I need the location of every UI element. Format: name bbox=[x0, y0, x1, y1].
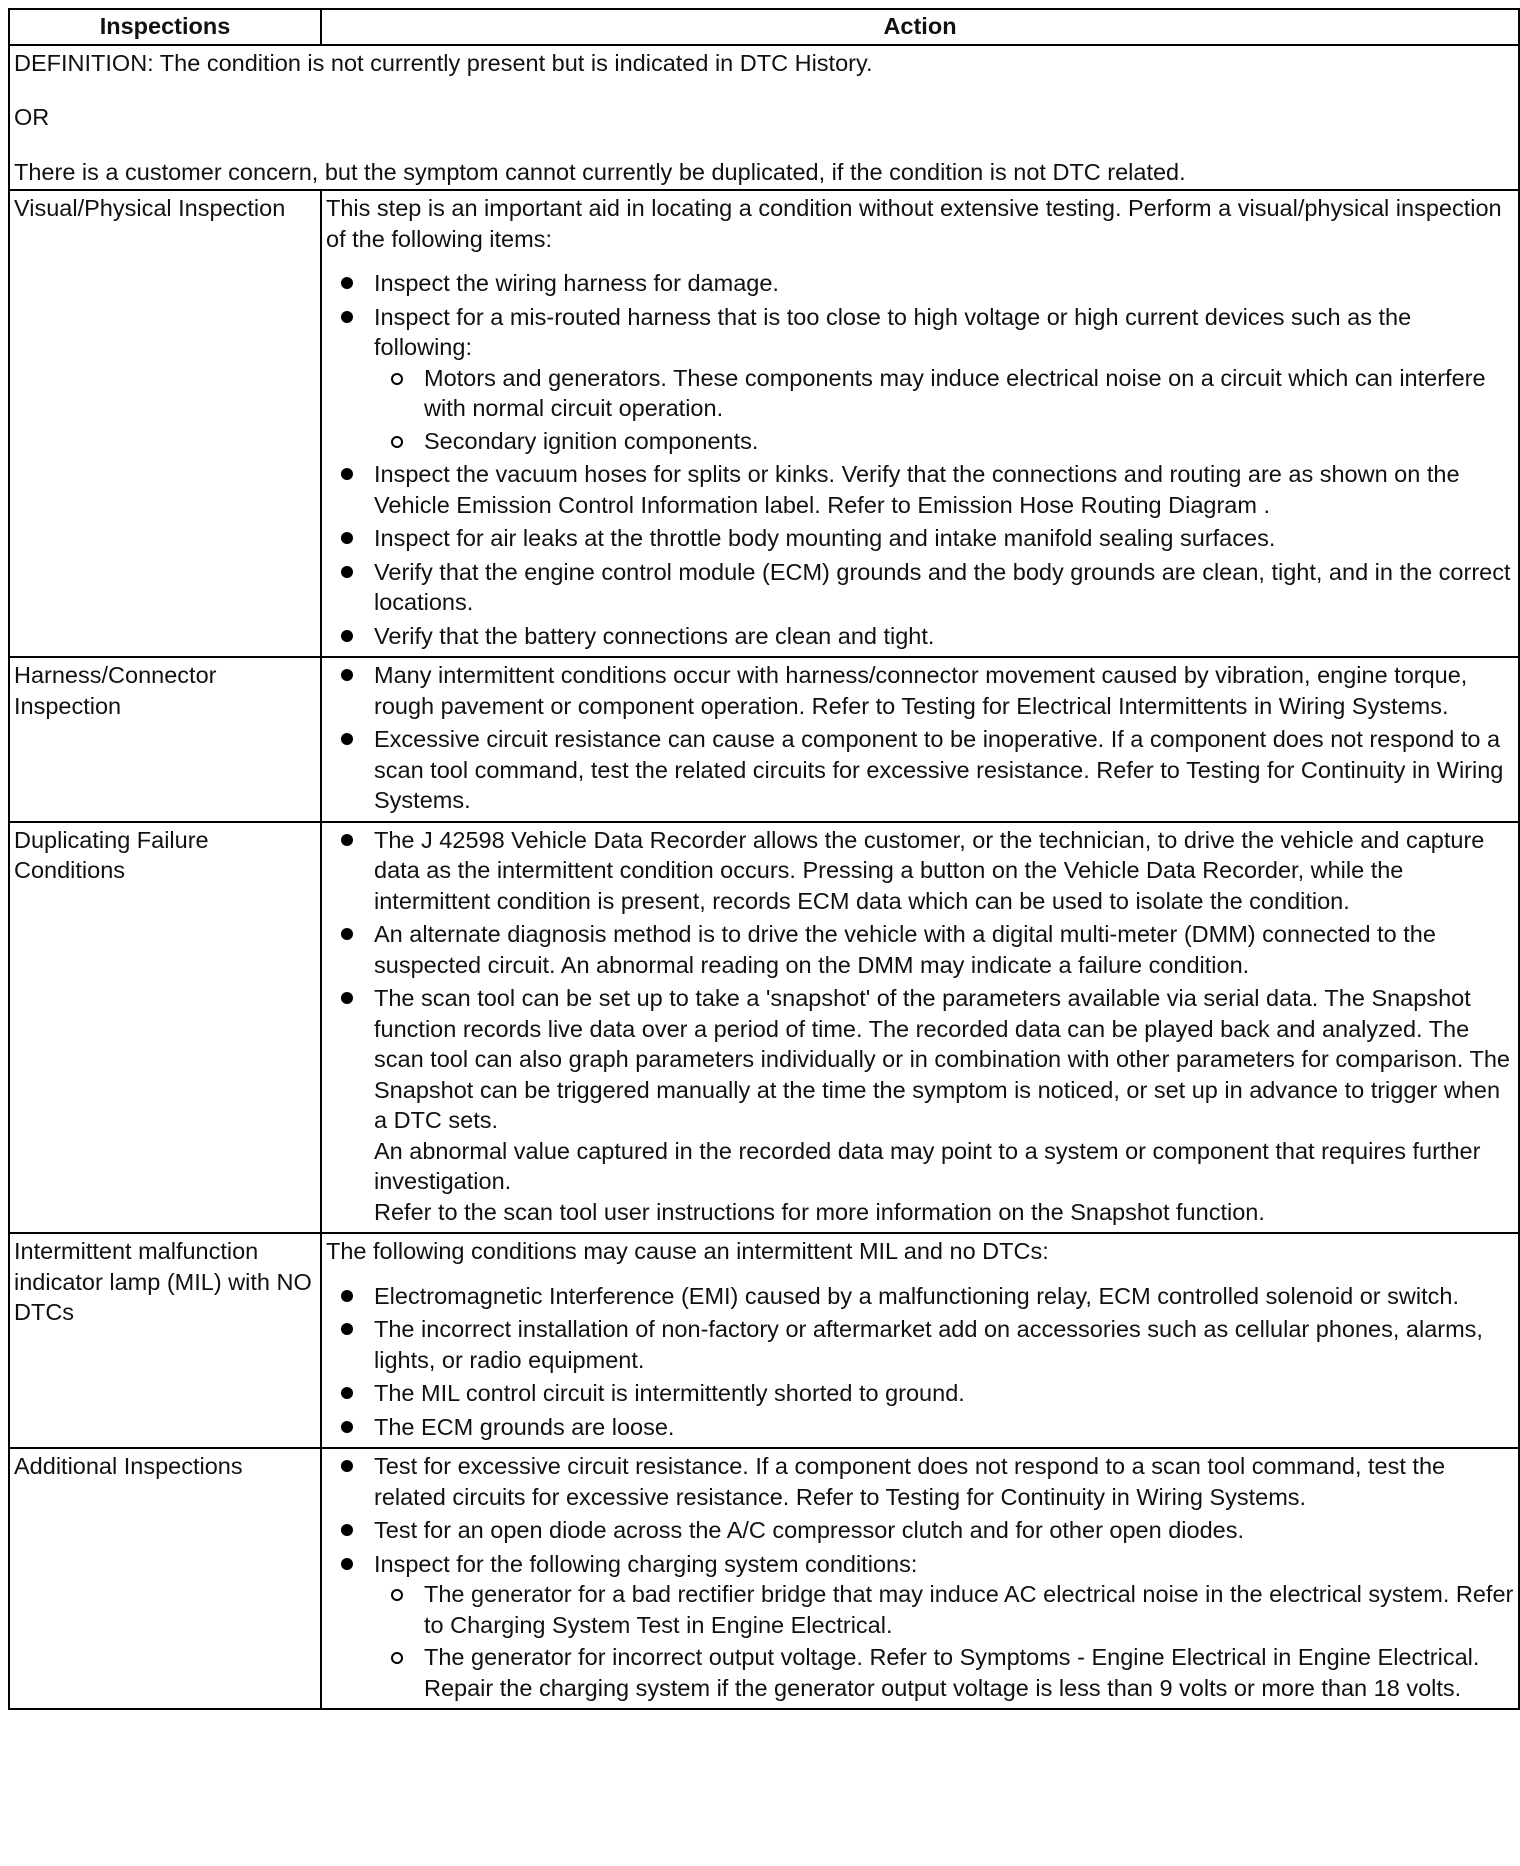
row-action-visual bbox=[321, 190, 1519, 657]
list-item: Many intermittent conditions occur with harness/connector movement caused by vibration, engine torque, rough pavement or component operation. Refer to Testing for Electrical Intermittents in Wiring Systems. bbox=[374, 660, 1514, 721]
row-action-harness bbox=[321, 657, 1519, 822]
list-item: Electromagnetic Interference (EMI) caused by a malfunctioning relay, ECM controlled solenoid or switch. bbox=[374, 1281, 1514, 1312]
list-item: Test for excessive circuit resistance. If a component does not respond to a scan tool command, test the related circuits for excessive resistance. Refer to Testing for Continuity in Wiring Systems. bbox=[374, 1451, 1514, 1512]
definition-row bbox=[9, 45, 1519, 191]
sub-list bbox=[374, 363, 1514, 457]
list-item: The J 42598 Vehicle Data Recorder allows the customer, or the technician, to drive the vehicle and capture data as the intermittent condition occurs. Pressing a button on the Vehicle Data Recorder, while the intermittent condition is present, records ECM data which can be used to isolate the condition. bbox=[374, 825, 1514, 917]
row-action-mil bbox=[321, 1233, 1519, 1448]
definition-text: DEFINITION: The condition is not currently present but is indicated in DTC History. bbox=[14, 49, 873, 76]
row-action-additional bbox=[321, 1448, 1519, 1709]
list-item bbox=[374, 1549, 1514, 1704]
header-action: Action bbox=[321, 9, 1519, 45]
row-label-duplicating: Duplicating Failure Conditions bbox=[9, 822, 321, 1234]
list-item: Inspect the wiring harness for damage. bbox=[374, 268, 1514, 299]
intro-text: This step is an important aid in locating a condition without extensive testing. Perform a visual/physical inspection of the following items: bbox=[326, 195, 1502, 252]
table-row bbox=[9, 657, 1519, 822]
bullet-list bbox=[326, 660, 1514, 816]
table-row bbox=[9, 1233, 1519, 1448]
list-item: Verify that the engine control module (ECM) grounds and the body grounds are clean, tight, and in the correct locations. bbox=[374, 557, 1514, 618]
bullet-list bbox=[326, 825, 1514, 1228]
sub-list-item: The generator for a bad rectifier bridge that may induce AC electrical noise in the electrical system. Refer to Charging System Test in Engine Electrical. bbox=[424, 1579, 1514, 1640]
intro-text: The following conditions may cause an intermittent MIL and no DTCs: bbox=[326, 1238, 1049, 1264]
row-label-mil: Intermittent malfunction indicator lamp (MIL) with NO DTCs bbox=[9, 1233, 321, 1448]
bullet-list bbox=[326, 268, 1514, 651]
list-item: Test for an open diode across the A/C compressor clutch and for other open diodes. bbox=[374, 1515, 1514, 1546]
list-item: Excessive circuit resistance can cause a component to be inoperative. If a component does not respond to a scan tool command, test the related circuits for excessive resistance. Refer to Testing for Continuity in Wiring Systems. bbox=[374, 724, 1514, 816]
row-label-harness: Harness/Connector Inspection bbox=[9, 657, 321, 822]
sub-list-item: Secondary ignition components. bbox=[424, 426, 1514, 457]
list-item bbox=[374, 302, 1514, 457]
header-inspections: Inspections bbox=[9, 9, 321, 45]
row-label-additional: Additional Inspections bbox=[9, 1448, 321, 1709]
list-item-text: Inspect for a mis-routed harness that is too close to high voltage or high current devices such as the following: bbox=[374, 303, 1412, 360]
sub-list-item: Motors and generators. These components may induce electrical noise on a circuit which can interfere with normal circuit operation. bbox=[424, 363, 1514, 424]
list-item bbox=[374, 983, 1514, 1227]
table-row bbox=[9, 190, 1519, 657]
list-item: The ECM grounds are loose. bbox=[374, 1412, 1514, 1443]
list-item-continuation: Refer to the scan tool user instructions for more information on the Snapshot function. bbox=[374, 1198, 1265, 1225]
list-item: Inspect for air leaks at the throttle body mounting and intake manifold sealing surfaces. bbox=[374, 523, 1514, 554]
row-action-duplicating bbox=[321, 822, 1519, 1234]
definition-cell bbox=[9, 45, 1519, 191]
list-item: Verify that the battery connections are clean and tight. bbox=[374, 621, 1514, 652]
bullet-list bbox=[326, 1281, 1514, 1443]
table-row bbox=[9, 1448, 1519, 1709]
list-item-continuation: An abnormal value captured in the recorded data may point to a system or component that requires further investigation. bbox=[374, 1137, 1481, 1194]
list-item: Inspect the vacuum hoses for splits or kinks. Verify that the connections and routing are as shown on the Vehicle Emission Control Information label. Refer to Emission Hose Routing Diagram . bbox=[374, 459, 1514, 520]
list-item: The incorrect installation of non-factory or aftermarket add on accessories such as cellular phones, alarms, lights, or radio equipment. bbox=[374, 1314, 1514, 1375]
list-item: The MIL control circuit is intermittently shorted to ground. bbox=[374, 1378, 1514, 1409]
definition-alt: There is a customer concern, but the symptom cannot currently be duplicated, if the condition is not DTC related. bbox=[14, 158, 1186, 185]
list-item-text: Inspect for the following charging system conditions: bbox=[374, 1550, 918, 1577]
list-item-text: The scan tool can be set up to take a 'snapshot' of the parameters available via serial data. The Snapshot function records live data over a period of time. The recorded data can be played back and analyzed. The scan tool can also graph parameters individually or in combination with other parameters for comparison. The Snapshot can be triggered manually at the time the symptom is noticed, or set up in advance to trigger when a DTC sets. bbox=[374, 985, 1510, 1133]
document-page bbox=[8, 8, 1518, 1710]
table-header-row bbox=[9, 9, 1519, 45]
table-row bbox=[9, 822, 1519, 1234]
definition-or: OR bbox=[14, 104, 50, 130]
inspections-table bbox=[8, 8, 1520, 1710]
list-item: An alternate diagnosis method is to drive the vehicle with a digital multi-meter (DMM) connected to the suspected circuit. An abnormal reading on the DMM may indicate a failure condition. bbox=[374, 919, 1514, 980]
bullet-list bbox=[326, 1451, 1514, 1703]
sub-list bbox=[374, 1579, 1514, 1703]
row-label-visual: Visual/Physical Inspection bbox=[9, 190, 321, 657]
sub-list-item: The generator for incorrect output voltage. Refer to Symptoms - Engine Electrical in Engine Electrical. Repair the charging system if the generator output voltage is less than 9 volts or more than 18 volts. bbox=[424, 1642, 1514, 1703]
